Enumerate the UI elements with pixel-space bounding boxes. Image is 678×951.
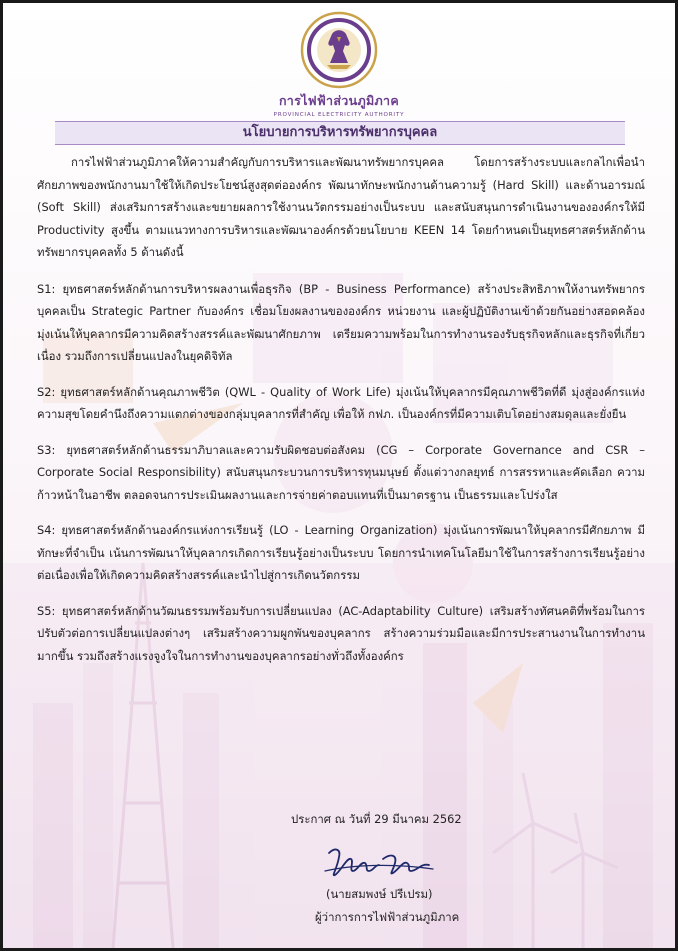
strategy-s4: S4: ยุทธศาสตร์หลักด้านองค์กรแห่งการเรียนรู้ (LO - Learning Organization) มุ่งเน้นการพัฒนาให้บุคลากรมีศักยภาพ มีทักษะที่จำเป็น เน้นการพัฒนาให้บุคลากรเกิดการเรียนรู้อย่างเป็นระบบ โดยการนำเทคโนโลยีมาใช้ในการสร้างการเรียนรู้อย่างต่อเนื่องเพื่อให้เกิดความคิดสร้างสรรค์และนำไปสู่การเกิดนวัตกรรม (37, 523, 645, 582)
announcement-date: ประกาศ ณ วันที่ 29 มีนาคม 2562 (291, 812, 462, 826)
document-title: นโยบายการบริหารทรัพยากรบุคคล (55, 121, 625, 145)
strategy-s2: S2: ยุทธศาสตร์หลักด้านคุณภาพชีวิต (QWL - Quality of Work Life) มุ่งเน้นให้บุคลากรมีคุณภาพชีวิตที่ดี มุ่งสู่องค์กรแห่งความสุขโดยคำนึงถึงความแตกต่างของกลุ่มบุคลากรที่สำคัญ เพื่อให้ กฟภ. เป็นองค์กรที่มีความเติบโตอย่างสมดุลและยั่งยืน (37, 384, 645, 421)
org-name-english: PROVINCIAL ELECTRICITY AUTHORITY (273, 112, 405, 118)
signer-name: (นายสมพงษ์ ปรีเปรม) (326, 887, 433, 901)
intro-paragraph: การไฟฟ้าส่วนภูมิภาคให้ความสำคัญกับการบริหารและพัฒนาทรัพยากรบุคคล โดยการสร้างระบบและกลไกเพื่อนำศักยภาพของพนักงานมาใช้ให้เกิดประโยชน์สูงสุดต่อองค์กร พัฒนาทักษะพนักงานด้านความรู้ (Hard Skill) และด้านอารมณ์ (Soft Skill) ส่งเสริมการสร้างและขยายผลการใช้งานนวัตกรรมอย่างเป็นระบบ และสนับสนุนการดำเนินงานขององค์กรให้มี Productivity สูงขึ้น ตามแนวทางการบริหารและพัฒนาองค์กรด้วยนโยบาย KEEN 14 โดยกำหนดเป็นยุทธศาสตร์หลักด้านทรัพยากรบุคคลทั้ง 5 ด้านดังนี้ (37, 155, 645, 259)
document-page (3, 3, 675, 948)
strategy-s3: S3: ยุทธศาสตร์หลักด้านธรรมาภิบาลและความรับผิดชอบต่อสังคม (CG – Corporate Governance and CSR – Corporate Social Responsibility) สนับสนุนกระบวนการบริหารทุนมนุษย์ ตั้งแต่วางกลยุทธ์ การสรรหาและคัดเลือก ความก้าวหน้าในอาชีพ ตลอดจนการประเมินผลงานและการจ่ายค่าตอบแทนที่เป็นมาตรฐาน เป็นธรรมและโปร่งใส (37, 442, 645, 502)
strategy-s5: S5: ยุทธศาสตร์หลักด้านวัฒนธรรมพร้อมรับการเปลี่ยนแปลง (AC-Adaptability Culture) เสริมสร้างทัศนคติที่พร้อมในการปรับตัวต่อการเปลี่ยนแปลงต่างๆ เสริมสร้างความผูกพันของบุคลากร สร้างความร่วมมือและมีการประสานงานในการทำงานมากขึ้น รวมถึงสร้างแรงจูงใจในการทำงานของบุคลากรอย่างทั่วถึงทั้งองค์กร (37, 603, 645, 663)
strategy-s1: S1: ยุทธศาสตร์หลักด้านการบริหารผลงานเพื่อธุรกิจ (BP - Business Performance) สร้างประสิทธิภาพให้งานทรัพยากรบุคคลเป็น Strategic Partner กับองค์กร เชื่อมโยงผลงานขององค์กร หน่วยงาน และผู้ปฏิบัติงานเข้าด้วยกันอย่างสอดคล้อง มุ่งเน้นให้บุคลากรมีความคิดสร้างสรรค์และพัฒนาศักยภาพ เตรียมความพร้อมในการทำงานรองรับธุรกิจหลักและธุรกิจที่เกี่ยวเนื่อง รวมถึงการเปลี่ยนแปลงในยุคดิจิทัล (37, 281, 645, 363)
signer-position: ผู้ว่าการการไฟฟ้าส่วนภูมิภาค (315, 910, 460, 924)
document-body (37, 151, 645, 680)
org-name-thai: การไฟฟ้าส่วนภูมิภาค (278, 93, 400, 108)
pea-emblem-icon (299, 11, 379, 89)
handwritten-signature (321, 841, 441, 885)
letterhead (3, 11, 675, 118)
